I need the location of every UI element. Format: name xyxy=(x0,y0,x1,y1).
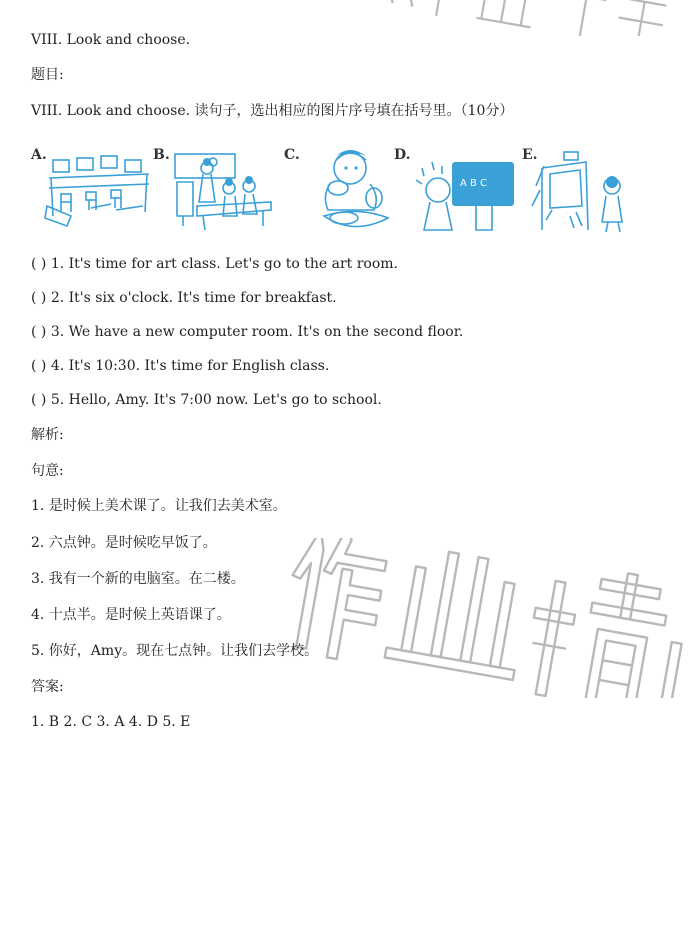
watermark-top xyxy=(355,0,690,36)
meaning-4: 4. 十点半。是时候上英语课了。 xyxy=(31,607,231,623)
picture-letter: A. xyxy=(31,147,47,163)
picture-letter: E. xyxy=(522,147,538,163)
picture-option-e xyxy=(522,146,632,236)
question-4: ( ) 4. It's 10:30. It's time for English class. xyxy=(31,358,330,374)
meaning-2: 2. 六点钟。是时候吃早饭了。 xyxy=(31,535,217,551)
art-class-icon xyxy=(153,146,275,236)
picture-option-d xyxy=(394,146,516,236)
english-class-blackboard-icon xyxy=(394,146,516,236)
picture-option-c xyxy=(284,146,394,236)
girl-going-to-school-icon xyxy=(522,146,632,236)
watermark-center xyxy=(278,538,690,698)
svg-text:A B C: A B C xyxy=(460,178,488,189)
instruction: VIII. Look and choose. 读句子，选出相应的图片序号填在括号里。（10分） xyxy=(31,103,514,119)
question-2: ( ) 2. It's six o'clock. It's time for breakfast. xyxy=(31,290,337,306)
picture-option-b xyxy=(153,146,275,236)
meaning-3: 3. 我有一个新的电脑室。在二楼。 xyxy=(31,571,245,587)
meaning-5: 5. 你好，Amy。现在七点钟。让我们去学校。 xyxy=(31,643,319,659)
picture-letter: D. xyxy=(394,147,411,163)
question-5: ( ) 5. Hello, Amy. It's 7:00 now. Let's go to school. xyxy=(31,392,382,408)
boy-eating-breakfast-icon xyxy=(284,146,394,236)
computer-room-icon xyxy=(31,146,151,236)
picture-option-a xyxy=(31,146,151,236)
question-1: ( ) 1. It's time for art class. Let's go to the art room. xyxy=(31,256,398,272)
answer-label: 答案: xyxy=(31,679,64,695)
answer-text: 1. B 2. C 3. A 4. D 5. E xyxy=(31,714,191,730)
section-title: VIII. Look and choose. xyxy=(31,32,191,48)
picture-letter: B. xyxy=(153,147,170,163)
meaning-1: 1. 是时候上美术课了。让我们去美术室。 xyxy=(31,498,287,514)
question-label: 题目: xyxy=(31,67,64,83)
question-3: ( ) 3. We have a new computer room. It's on the second floor. xyxy=(31,324,464,340)
picture-letter: C. xyxy=(284,147,300,163)
analysis-label: 解析: xyxy=(31,427,64,443)
meaning-label: 句意: xyxy=(31,463,64,479)
picture-options xyxy=(31,146,641,236)
